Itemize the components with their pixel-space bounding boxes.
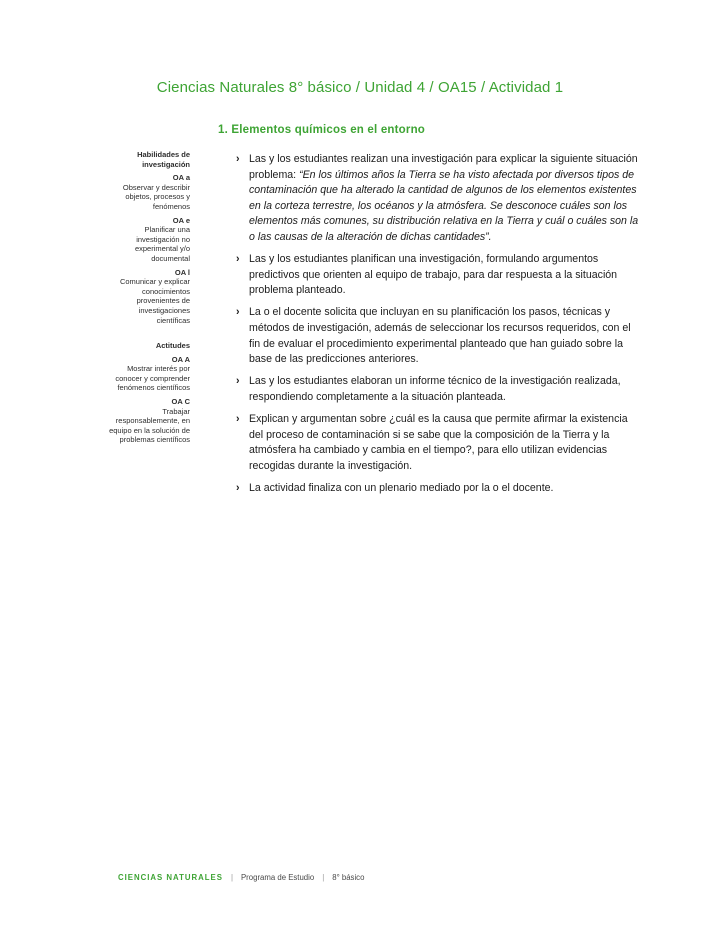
sidebar-block-heading: Habilidades de investigación — [137, 150, 190, 169]
activity-item — [236, 152, 643, 246]
activity-item — [236, 481, 643, 497]
oa-code: OA C — [171, 397, 190, 407]
oa-text: Observar y describir objetos, procesos y fenómenos — [122, 182, 190, 211]
oa-text: Planificar una investigación no experimental y/o documental — [134, 225, 190, 263]
activity-text: Las y los estudiantes planifican una investigación, formulando argumentos predictivos que orienten al equipo de trabajo, para dar respuesta a la situación problema planteado. — [249, 253, 618, 297]
oa-text: Trabajar responsablemente, en equipo en la solución de problemas científicos — [109, 406, 190, 445]
oa-text: Comunicar y explicar conocimientos provenientes de investigaciones científicas — [119, 277, 190, 325]
activity-item — [236, 252, 643, 299]
bullet-marker-icon: › — [236, 375, 240, 388]
footer-program: Programa de Estudio — [240, 873, 315, 882]
activity-text: La actividad finaliza con un plenario mediado por la o el docente. — [249, 481, 554, 494]
oa-code: OA l — [174, 267, 190, 277]
activity-text: La o el docente solicita que incluyan en su planificación los pasos, técnicas y métodos de investigación, además de seleccionar los recursos requeridos, con el fin de evaluar el procedimiento experimental planteado que han guiado sobre la base de las predicciones anteriores. — [249, 306, 631, 366]
page-footer — [118, 873, 364, 882]
oa-code: OA e — [172, 215, 190, 225]
footer-brand: CIENCIAS NATURALES — [118, 873, 223, 882]
bullet-marker-icon: › — [236, 253, 240, 266]
activity-text: Las y los estudiantes elaboran un informe técnico de la investigación realizada, respondiendo completamente a la situación planteada. — [249, 375, 621, 403]
oa-text: Mostrar interés por conocer y comprender fenómenos científicos — [115, 364, 190, 393]
bullet-marker-icon: › — [236, 153, 240, 165]
oa-code: OA A — [171, 354, 190, 364]
sidebar-block-heading: Actitudes — [155, 341, 190, 351]
footer-separator: | — [230, 873, 233, 882]
activity-text: Explican y argumentan sobre ¿cuál es la causa que permite afirmar la existencia del proceso de contaminación si se sabe que la composición de la Tierra y la atmósfera ha cambiado y cambia en el tiempo?, para ello utilizan evidencias recogidas durante la investigación. — [249, 412, 628, 472]
sidebar-block-actitudes — [106, 341, 190, 445]
footer-separator: | — [322, 873, 325, 882]
bullet-marker-icon: › — [236, 481, 240, 494]
oa-sidebar — [106, 150, 190, 445]
activity-item — [236, 305, 643, 367]
activity-text: Las y los estudiantes realizan una investigación para explicar la siguiente situación problema: — [249, 153, 638, 181]
sidebar-block-habilidades — [106, 150, 190, 325]
footer-grade: 8° básico — [332, 873, 365, 882]
bullet-marker-icon: › — [236, 412, 240, 425]
activity-item — [236, 412, 643, 474]
oa-code: OA a — [172, 173, 190, 183]
section-heading: 1. Elementos químicos en el entorno — [218, 124, 426, 136]
activity-content — [236, 152, 643, 503]
activity-quote: “En los últimos años la Tierra se ha visto afectada por diversos tipos de contaminación que ha alterado la cantidad de algunos de los elementos existentes en la corteza terrestre, los océanos y la atmósfera. Se desconoce cuáles son los elementos más comunes, su distribución relativa en la Tierra y cuál o cuáles son la o las causas de la alteración de dichas cantidades”. — [249, 168, 639, 243]
activity-list — [236, 152, 643, 496]
activity-item — [236, 374, 643, 405]
page-title: Ciencias Naturales 8° básico / Unidad 4 / OA15 / Actividad 1 — [156, 79, 564, 96]
bullet-marker-icon: › — [236, 306, 240, 319]
